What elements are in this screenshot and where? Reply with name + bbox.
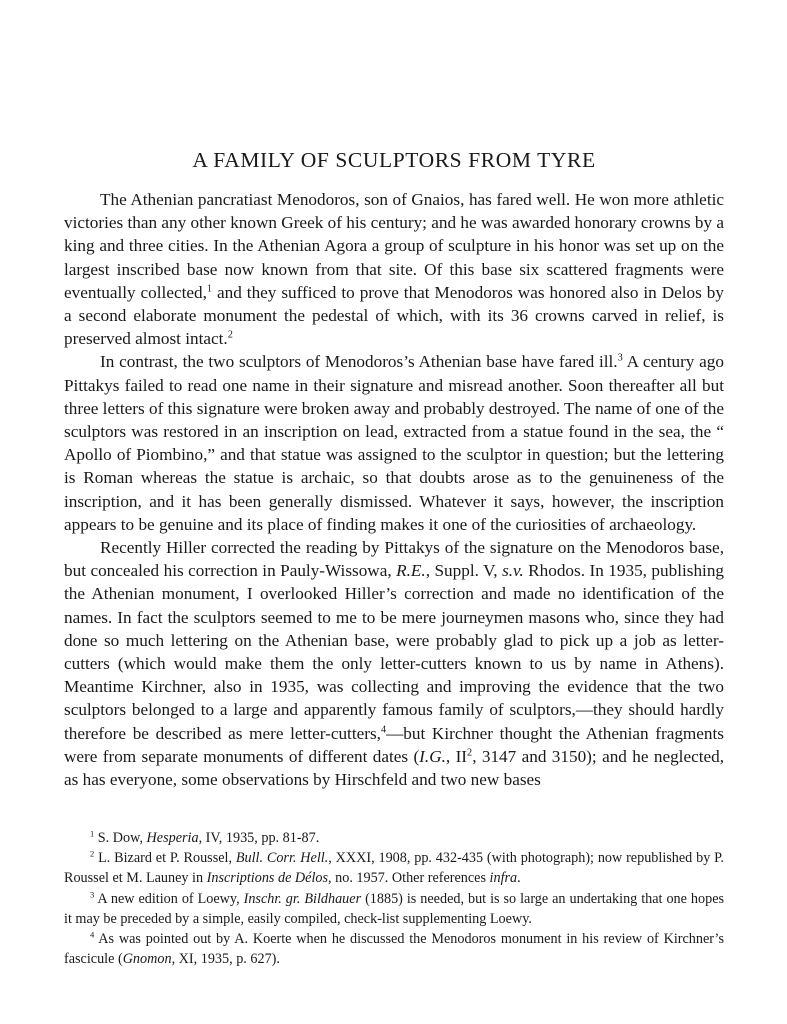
text-run: , XXXI, 1908, pp. 432-435 (with photograph); now republished by P. Roussel et M. Launey in: [64, 850, 724, 887]
text-run: , 3147 and 3150); and he neglected, as has everyone, some observations by Hirschfeld and two new bases: [64, 746, 725, 790]
footnote-marker: 4: [90, 929, 95, 940]
footnote-marker: 2: [467, 747, 473, 759]
text-run: A new edition of Loewy,: [94, 890, 244, 907]
body-paragraph: [64, 536, 724, 791]
italic-text: R.E.: [396, 561, 426, 581]
footnote-marker: 3: [90, 888, 95, 899]
italic-text: Hesperia: [146, 830, 199, 846]
text-run: The Athenian pancratiast Menodoros, son of Gnaios, has fared well. He won more athletic victories than any other known Greek of his century; and he was awarded honorary crowns by a king and three cities. In the Athenian Agora a group of sculpture in his honor was set up on the largest inscribed base now known from that site. Of this base six scattered fragments were eventually collected,: [64, 190, 724, 302]
text-run: (1885) is needed, but is so large an undertaking that one hopes it may be preceded by a simple, easily compiled, check-list supplementing Loewy.: [64, 890, 725, 927]
footnote-4: [64, 929, 724, 969]
italic-text: s.v.: [502, 561, 524, 581]
text-run: A century ago Pittakys failed to read one name in their signature and misread another. Soon thereafter all but three letters of this signature were broken away and probably destroyed. The name of one of the sculptors was restored in an inscription on lead, extracted from a statue found in the sea, the “ Apollo of Piombino,” and that statue was assigned to the sculptor in question; but the lettering is Roman whereas the statue is archaic, so that doubts arose as to the genuineness of the inscription, and it has been generally dismissed. Whatever it says, however, the inscription appears to be genuine and its place of finding makes it one of the curiosities of archaeology.: [64, 352, 724, 534]
text-run: L. Bizard et P. Roussel,: [94, 850, 236, 867]
text-run: , XI, 1935, p. 627).: [171, 951, 280, 968]
footnote-marker: 1: [90, 828, 95, 839]
text-run: .: [517, 870, 521, 887]
italic-text: Bull. Corr. Hell.: [235, 850, 329, 867]
text-run: , Suppl. V,: [425, 561, 503, 581]
footnote-1: [64, 828, 724, 848]
text-run: —but Kirchner thought the Athenian fragments were from separate monuments of different dates (: [64, 723, 724, 766]
article-body: [64, 188, 724, 791]
italic-text: infra: [489, 870, 518, 887]
footnote-marker: 3: [617, 352, 623, 364]
footnote-2: [64, 848, 724, 888]
text-run: S. Dow,: [94, 830, 147, 846]
text-run: Rhodos. In 1935, publishing the Athenian monument, I overlooked Hiller’s correction and made no identification of the names. In fact the sculptors seemed to me to be mere journeymen masons who, since they had done so much lettering on the Athenian base, were probably glad to pick up a job as letter-cutters (which would make them the only letter-cutters known to us by name in Athens). Meantime Kirchner, also in 1935, was collecting and improving the evidence that the two sculptors belonged to a large and apparently famous family of sculptors,—they should hardly therefore be described as mere letter-cutters,: [64, 561, 725, 743]
italic-text: Gnomon: [122, 951, 172, 968]
text-run: , no. 1957. Other references: [328, 870, 490, 887]
text-run: , II: [445, 746, 468, 766]
footnote-marker: 2: [90, 848, 95, 859]
text-run: In contrast, the two sculptors of Menodoros’s Athenian base have fared ill.: [100, 352, 618, 372]
body-paragraph: [64, 350, 724, 536]
text-run: As was pointed out by A. Koerte when he discussed the Menodoros monument in his review of Kirchner’s fascicule (: [64, 931, 724, 968]
text-run: and they sufficed to prove that Menodoros was honored also in Delos by a second elaborate monument the pedestal of which, with its 36 crowns carved in relief, is preserved almost intact.: [64, 282, 724, 349]
italic-text: I.G.: [419, 746, 446, 766]
text-run: Recently Hiller corrected the reading by Pittakys of the signature on the Menodoros base, but concealed his correction in Pauly-Wissowa,: [64, 538, 724, 581]
footnote-3: [64, 889, 724, 929]
italic-text: Inschr. gr. Bildhauer: [243, 890, 362, 907]
italic-text: Inscriptions de Délos: [206, 870, 329, 887]
footnote-marker: 1: [206, 283, 213, 295]
body-paragraph: [64, 188, 724, 350]
article-title: A FAMILY OF SCULPTORS FROM TYRE: [192, 148, 596, 172]
text-run: , IV, 1935, pp. 81-87.: [198, 830, 320, 846]
footnote-marker: 4: [380, 723, 387, 735]
footnotes: [64, 828, 724, 969]
footnote-marker: 2: [227, 329, 233, 341]
